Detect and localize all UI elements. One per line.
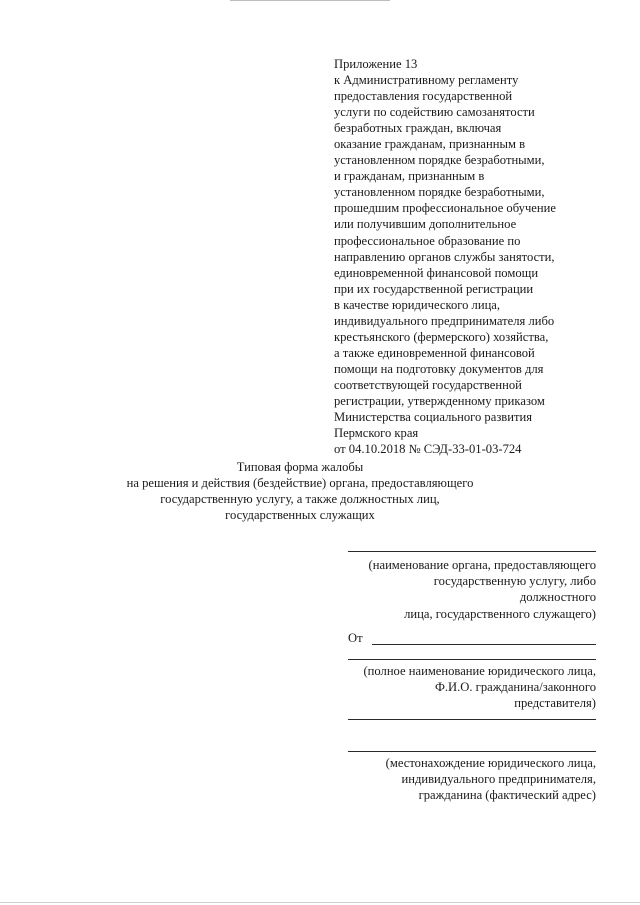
annex-line: прошедшим профессиональное обучение — [334, 201, 556, 216]
annex-line: установленном порядке безработными, — [334, 153, 545, 168]
scan-edge-top — [230, 0, 390, 1]
annex-line: Министерства социального развития — [334, 410, 533, 425]
applicant-caption-line: Ф.И.О. гражданина/законного — [434, 680, 596, 695]
annex-line: помощи на подготовку документов для — [334, 361, 544, 376]
applicant-blank-line[interactable] — [372, 644, 596, 645]
applicant-blank-line-3[interactable] — [348, 719, 596, 720]
recipient-blank-line[interactable] — [348, 551, 596, 552]
annex-line: установленном порядке безработными, — [334, 185, 545, 200]
annex-line: Приложение 13 — [334, 57, 418, 71]
applicant-blank-line-2[interactable] — [348, 659, 596, 660]
recipient-caption-line: должностного — [519, 590, 596, 605]
recipient-caption-line: (наименование органа, предоставляющего — [368, 558, 596, 572]
annex-line: или получившим дополнительное — [334, 217, 517, 232]
annex-line: единовременной финансовой помощи — [334, 265, 539, 280]
address-caption-line: индивидуального предпринимателя, — [401, 772, 596, 787]
annex-line: безработных граждан, включая — [334, 121, 502, 136]
annex-line: от 04.10.2018 № СЭД-33-01-03-724 — [334, 442, 522, 457]
form-title-line: государственную услугу, а также должностных лиц, — [160, 492, 440, 507]
form-title-line: на решения и действия (бездействие) органа, предоставляющего — [126, 476, 474, 491]
scan-edge-bottom — [0, 902, 640, 903]
annex-line: Пермского края — [334, 426, 419, 441]
from-label: От — [348, 631, 363, 645]
annex-line: а также единовременной финансовой — [334, 345, 535, 360]
annex-line: индивидуального предпринимателя либо — [334, 313, 555, 328]
form-title-line: государственных служащих — [225, 508, 375, 523]
address-caption-line: (местонахождение юридического лица, — [385, 756, 596, 770]
recipient-caption-line: государственную услугу, либо — [433, 574, 596, 589]
address-caption-line: гражданина (фактический адрес) — [418, 788, 596, 803]
annex-line: услуги по содействию самозанятости — [334, 105, 535, 120]
form-title — [100, 459, 500, 523]
recipient-caption — [369, 557, 596, 622]
annex-line: крестьянского (фермерского) хозяйства, — [334, 329, 549, 344]
annex-line: соответствующей государственной — [334, 377, 522, 392]
annex-line: профессиональное образование по — [334, 233, 521, 248]
recipient-caption-line: лица, государственного служащего) — [404, 606, 596, 621]
annex-header — [334, 56, 634, 457]
address-blank-line[interactable] — [348, 751, 596, 752]
annex-line: при их государственной регистрации — [334, 281, 534, 296]
annex-line: и гражданам, признанным в — [334, 169, 485, 184]
annex-line: в качестве юридического лица, — [334, 297, 501, 312]
applicant-caption — [363, 663, 596, 712]
annex-line: направлению органов службы занятости, — [334, 249, 555, 264]
form-title-line: Типовая форма жалобы — [236, 460, 364, 474]
annex-line: регистрации, утвержденному приказом — [334, 393, 545, 408]
annex-line: оказание гражданам, признанным в — [334, 137, 526, 152]
applicant-caption-line: представителя) — [514, 696, 596, 711]
applicant-caption-line: (полное наименование юридического лица, — [363, 664, 596, 678]
address-caption — [386, 755, 596, 804]
annex-line: предоставления государственной — [334, 89, 513, 104]
annex-line: к Административному регламенту — [334, 73, 519, 88]
